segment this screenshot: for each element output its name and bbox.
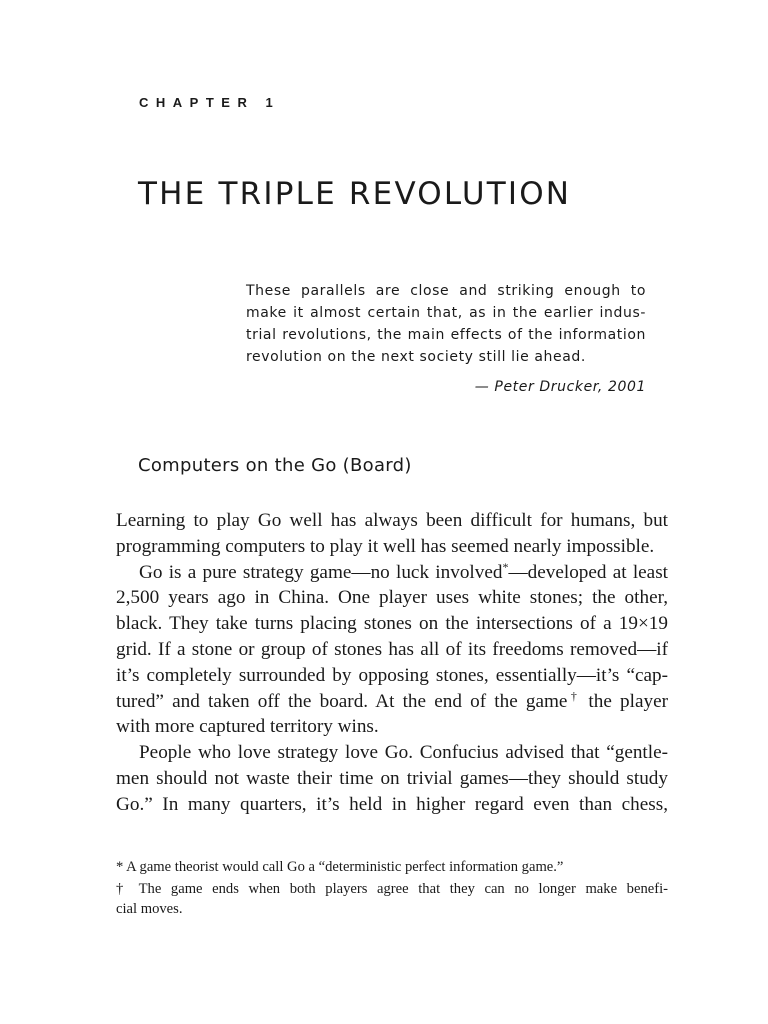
footnote-1 <box>116 857 668 877</box>
body-line: 2,500 years ago in China. One player uses white stones; the other, <box>116 587 668 609</box>
epigraph-line: These parallels are close and striking enough to <box>246 283 646 299</box>
body-text <box>116 508 668 818</box>
chapter-title: THE TRIPLE REVOLUTION <box>138 176 572 212</box>
body-line: programming computers to play it well has seemed nearly impossible. <box>116 535 655 557</box>
epigraph-quote <box>246 280 646 368</box>
body-line: it’s completely surrounded by opposing stones, essentially—it’s “cap- <box>116 664 668 686</box>
epigraph-line: make it almost certain that, as in the earlier indus- <box>246 305 646 321</box>
footnotes <box>116 857 668 921</box>
body-line <box>116 560 668 586</box>
body-line <box>116 689 668 715</box>
epigraph-attribution: — Peter Drucker, 2001 <box>474 379 646 395</box>
body-line: black. They take turns placing stones on the intersections of a 19×19 <box>116 613 668 635</box>
body-line: grid. If a stone or group of stones has all of its freedoms removed—if <box>116 638 668 660</box>
chapter-label: CHAPTER 1 <box>139 95 281 110</box>
footnote-marker: * <box>502 559 509 574</box>
footnote-marker: † <box>567 688 581 703</box>
body-line-segment: Go is a pure strategy game—no luck involved <box>139 561 503 583</box>
footnote-line: † The game ends when both players agree that they can no longer make benefi- <box>116 881 668 897</box>
body-line: with more captured territory wins. <box>116 716 379 738</box>
footnote-line: * A game theorist would call Go a “deterministic perfect information game.” <box>116 859 564 875</box>
section-heading: Computers on the Go (Board) <box>138 455 412 476</box>
body-line: Go.” In many quarters, it’s held in higher regard even than chess, <box>116 793 668 815</box>
body-line-segment: tured” and taken off the board. At the end of the game <box>116 690 568 712</box>
epigraph-line: trial revolutions, the main effects of the information <box>246 327 646 343</box>
body-line: men should not waste their time on trivial games—they should study <box>116 767 668 789</box>
footnote-line: cial moves. <box>116 901 183 917</box>
body-line-segment: —developed at least <box>508 561 668 583</box>
body-line-segment: the player <box>580 690 668 712</box>
body-line: People who love strategy love Go. Confucius advised that “gentle- <box>139 742 668 764</box>
body-line: Learning to play Go well has always been difficult for humans, but <box>116 510 668 531</box>
epigraph-line: revolution on the next society still lie ahead. <box>246 349 586 365</box>
footnote-2 <box>116 879 668 919</box>
